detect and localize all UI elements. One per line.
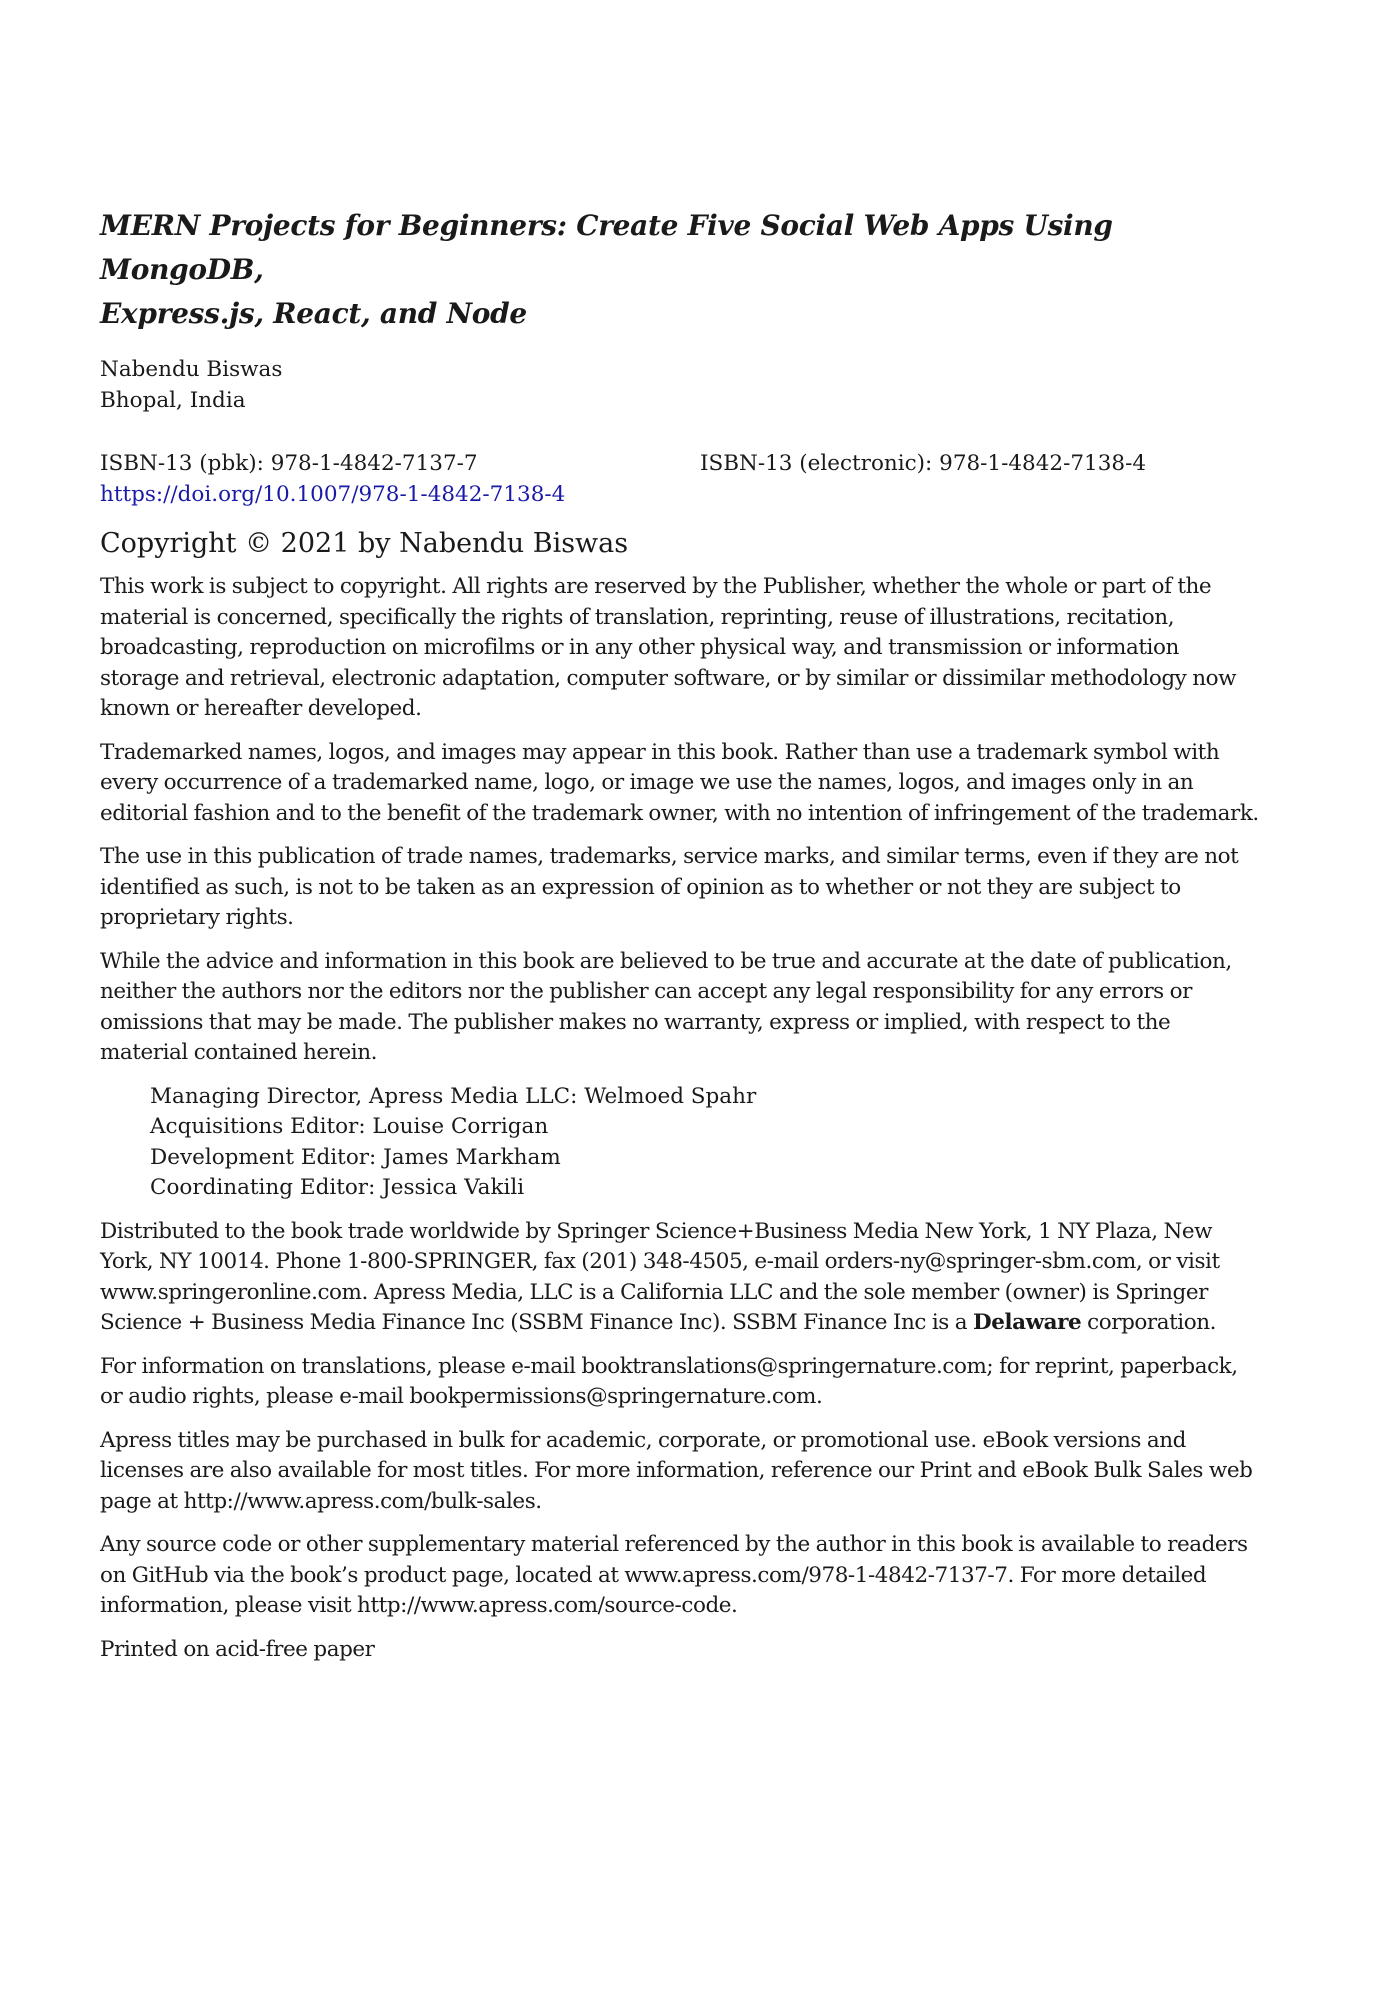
book-title-line-2: Express.js, React, and Node — [100, 297, 527, 330]
editor-managing-director: Managing Director, Apress Media LLC: Welmoed Spahr — [150, 1083, 757, 1109]
trademark-paragraph: Trademarked names, logos, and images may appear in this book. Rather than use a trademark symbol with every occurrence of a trademarked name, logo, or image we use the names, logos, and images only in an editorial fashion and to the benefit of the trademark owner, with no intention of infringement of the trademark. — [100, 739, 1259, 826]
copyright-notice: Copyright © 2021 by Nabendu Biswas — [100, 528, 629, 559]
isbn-row — [100, 448, 1260, 479]
author-name: Nabendu Biswas — [100, 357, 283, 382]
copyright-page — [100, 204, 1260, 1678]
bulk-sales-paragraph: Apress titles may be purchased in bulk for academic, corporate, or promotional use. eBook versions and licenses are also available for most titles. For more information, reference our Print and eBook Bulk Sales web page at http://www.apress.com/bulk-sales. — [100, 1427, 1253, 1514]
advice-paragraph: While the advice and information in this book are believed to be true and accurate at the date of publication, neither the authors nor the editors nor the publisher can accept any legal responsibility for any errors or omissions that may be made. The publisher makes no warranty, express or implied, with respect to the material contained herein. — [100, 948, 1232, 1065]
trade-names-paragraph: The use in this publication of trade names, trademarks, service marks, and similar terms, even if they are not identified as such, is not to be taken as an expression of opinion as to whether or not they are subject to proprietary rights. — [100, 844, 1239, 930]
editors-list — [150, 1082, 1260, 1204]
distribution-text: Distributed to the book trade worldwide by Springer Science+Business Media New York, 1 NY Plaza, New York, NY 10014. Phone 1-800-SPRINGER, fax (201) 348-4505, e-mail orders-ny@springer-sbm.com, or visit www.springeronline.com. Apress Media, LLC is a California LLC and the sole member (owner) is Springer Science + Business Media Finance Inc (SSBM Finance Inc). SSBM Finance Inc is a — [100, 1218, 1220, 1335]
editor-development: Development Editor: James Markham — [150, 1144, 561, 1170]
doi-link[interactable]: https://doi.org/10.1007/978-1-4842-7138-4 — [100, 482, 566, 507]
distribution-paragraph — [100, 1217, 1260, 1339]
source-code-paragraph: Any source code or other supplementary material referenced by the author in this book is available to readers on GitHub via the book’s product page, located at www.apress.com/978-1-4842-7137-7. For more detailed information, please visit http://www.apress.com/source-code. — [100, 1532, 1248, 1618]
editor-acquisitions: Acquisitions Editor: Louise Corrigan — [150, 1114, 549, 1139]
distribution-text-end: corporation. — [1081, 1310, 1216, 1335]
editor-coordinating: Coordinating Editor: Jessica Vakili — [150, 1175, 525, 1200]
rights-paragraph: This work is subject to copyright. All rights are reserved by the Publisher, whether the whole or part of the material is concerned, specifically the rights of translation, reprinting, reuse of illustrations, recitation, broadcasting, reproduction on microfilms or in any other physical way, and transmission or information storage and retrieval, electronic adaptation, computer software, or by similar or dissimilar methodology now known or hereafter developed. — [100, 574, 1237, 721]
book-title-line-1: MERN Projects for Beginners: Create Five Social Web Apps Using MongoDB, — [100, 209, 1113, 286]
isbn-pbk: ISBN-13 (pbk): 978-1-4842-7137-7 — [100, 451, 478, 476]
distribution-bold-state: Delaware — [973, 1310, 1082, 1335]
translations-paragraph: For information on translations, please e-mail booktranslations@springernature.com; for reprint, paperback, or audio rights, please e-mail bookpermissions@springernature.com. — [100, 1353, 1238, 1409]
book-title — [100, 204, 1260, 336]
author-block — [100, 354, 1260, 416]
author-location: Bhopal, India — [100, 388, 246, 413]
isbn-electronic: ISBN-13 (electronic): 978-1-4842-7138-4 — [700, 451, 1147, 476]
paper-note: Printed on acid-free paper — [100, 1636, 375, 1662]
